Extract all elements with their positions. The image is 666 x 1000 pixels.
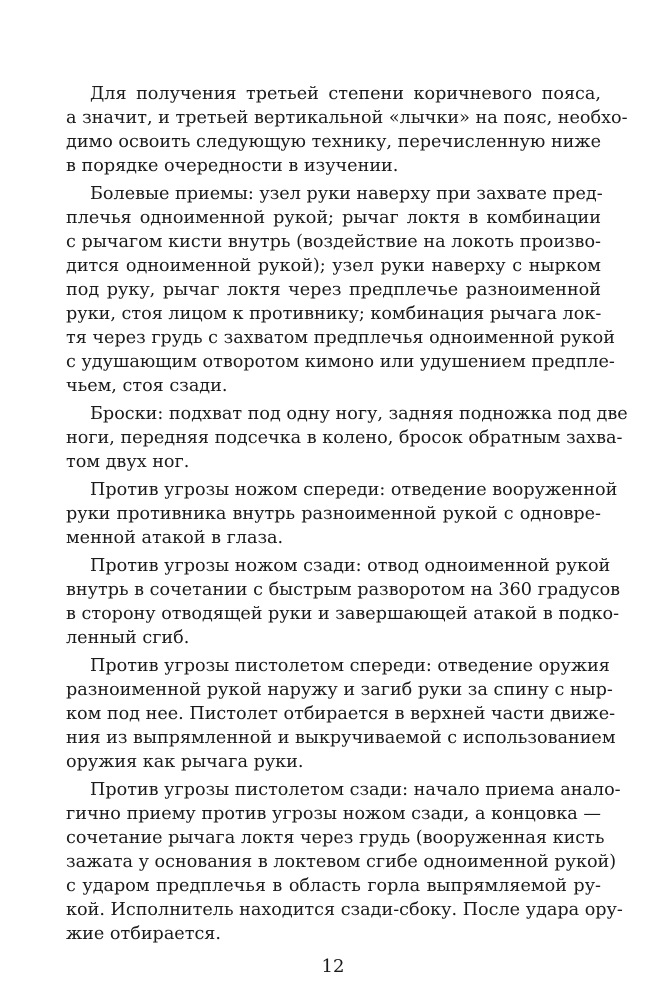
text-line: с удушающим отворотом кимоно или удушением предпле- (66, 352, 615, 372)
text-line: том двух ног. (66, 452, 190, 472)
text-line: разноименной рукой наружу и загиб руки за спину с ныр- (66, 680, 613, 700)
text-line: Против угрозы пистолетом спереди: отведение оружия (90, 656, 610, 676)
text-line: ком под нее. Пистолет отбирается в верхней части движе- (66, 704, 616, 724)
text-line: тя через грудь с захватом предплечья одноименной рукой (66, 328, 615, 348)
text-line: ленный сгиб. (66, 628, 190, 648)
text-line: а значит, и третьей вертикальной «лычки» на пояс, необхо- (66, 108, 628, 128)
page-number: 12 (321, 956, 345, 977)
text-line: внутрь в сочетании с быстрым разворотом на 360 градусов (66, 580, 621, 600)
paragraph-5 (66, 554, 621, 650)
text-line: руки противника внутрь разноименной рукой с одновре- (66, 504, 601, 524)
text-line: димо освоить следующую технику, перечисленную ниже (66, 132, 601, 152)
text-line: с рычагом кисти внутрь (воздействие на локоть произво- (66, 232, 601, 252)
text-line: чьем, стоя сзади. (66, 376, 228, 396)
text-line: кой. Исполнитель находится сзади-сбоку. После удара ору- (66, 900, 623, 920)
text-line: руки, стоя лицом к противнику; комбинация рычага лок- (66, 304, 602, 324)
text-line: ноги, передняя подсечка в колено, бросок обратным захва- (66, 428, 623, 448)
text-line: Броски: подхват под одну ногу, задняя подножка под две (90, 404, 628, 424)
text-line: Для получения третьей степени коричневого пояса, (90, 84, 601, 104)
text-line: в порядке очередности в изучении. (66, 156, 399, 176)
paragraph-3 (66, 402, 628, 474)
text-line: жие отбирается. (66, 924, 222, 944)
paragraph-7 (66, 778, 623, 946)
text-line: гично приему против угрозы ножом сзади, а концовка — (66, 804, 601, 824)
text-block (66, 82, 628, 950)
text-line: дится одноименной рукой); узел руки наверху с нырком (66, 256, 601, 276)
text-line: оружия как рычага руки. (66, 752, 304, 772)
text-line: менной атакой в глаза. (66, 528, 284, 548)
text-line: Против угрозы ножом спереди: отведение вооруженной (90, 480, 618, 500)
text-line: Болевые приемы: узел руки наверху при захвате пред- (90, 184, 603, 204)
text-line: Против угрозы ножом сзади: отвод одноименной рукой (90, 556, 611, 576)
paragraph-2 (66, 182, 615, 398)
text-line: Против угрозы пистолетом сзади: начало приема анало- (90, 780, 621, 800)
text-line: сочетание рычага локтя через грудь (вооруженная кисть (66, 828, 605, 848)
text-line: с ударом предплечья в область горла выпрямляемой ру- (66, 876, 601, 896)
text-line: зажата у основания в локтевом сгибе одноименной рукой) (66, 852, 617, 872)
text-line: в сторону отводящей руки и завершающей атакой в подко- (66, 604, 620, 624)
text-line: под руку, рычаг локтя через предплечье разноименной (66, 280, 601, 300)
text-line: плечья одноименной рукой; рычаг локтя в комбинации (66, 208, 601, 228)
paragraph-4 (66, 478, 618, 550)
paragraph-1 (66, 82, 628, 178)
paragraph-6 (66, 654, 616, 774)
text-line: ния из выпрямленной и выкручиваемой с использованием (66, 728, 616, 748)
